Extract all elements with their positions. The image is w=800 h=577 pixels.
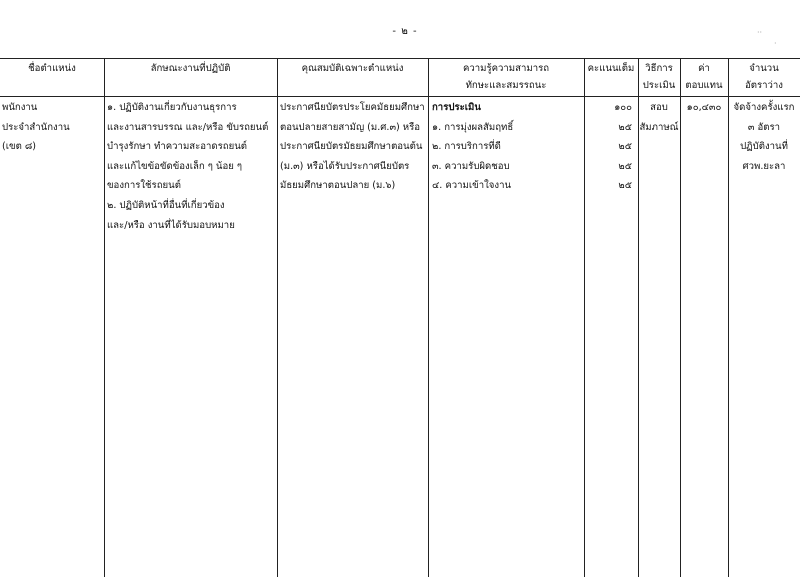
score-value: ๑๐๐ xyxy=(614,102,632,113)
cell-qualifications xyxy=(280,98,426,196)
score-value: ๒๕ xyxy=(618,180,632,192)
header-method xyxy=(638,60,680,94)
competency-item: ๒. การบริการที่ดี xyxy=(432,141,501,153)
column-divider xyxy=(277,58,278,577)
qualification-line: ตอนปลายสายสามัญ (ม.ศ.๓) หรือ xyxy=(280,121,421,133)
job-description-line: ๒. ปฏิบัติหน้าที่อื่นที่เกี่ยวข้อง xyxy=(107,199,225,211)
score-value: ๒๕ xyxy=(618,121,632,133)
score-value: ๒๕ xyxy=(618,141,632,153)
position-name-line: ประจำสำนักงาน xyxy=(2,121,70,133)
cell-scores xyxy=(584,98,632,196)
job-description-line: และงานสารบรรณ และ/หรือ ขับรถยนต์ xyxy=(107,121,269,133)
cell-vacancy xyxy=(728,98,800,176)
header-competency-line1: ความรู้ความสามารถ xyxy=(462,63,550,74)
salary-value: ๑๐,๔๓๐ xyxy=(686,102,722,113)
job-description-line: บำรุงรักษา ทำความสะอาดรถยนต์ xyxy=(107,141,248,153)
qualification-line: มัธยมศึกษาตอนปลาย (ม.๖) xyxy=(280,180,396,192)
header-position-name: ชื่อตำแหน่ง xyxy=(28,63,76,74)
scan-mark: ‧ xyxy=(774,39,777,48)
header-method-line2: ประเมิน xyxy=(642,80,676,91)
qualification-line: (ม.๓) หรือได้รับประกาศนียบัตร xyxy=(280,160,410,172)
header-vacancy-line2: อัตราว่าง xyxy=(745,80,783,91)
job-description-line: และแก้ไขข้อขัดข้องเล็ก ๆ น้อย ๆ xyxy=(107,160,243,172)
vacancy-line: ศวพ.ยะลา xyxy=(742,160,786,172)
vacancy-line: ปฏิบัติงานที่ xyxy=(740,141,788,153)
method-line: สอบ xyxy=(650,102,668,113)
header-competency-line2: ทักษะและสมรรถนะ xyxy=(465,80,547,91)
header-salary-line1: ค่า xyxy=(698,63,710,74)
job-description-line: และ/หรือ งานที่ได้รับมอบหมาย xyxy=(107,219,235,231)
column-divider xyxy=(428,58,429,577)
header-method-line1: วิธีการ xyxy=(645,63,673,74)
position-name-line: พนักงาน xyxy=(2,102,38,113)
header-vacancy-line1: จำนวน xyxy=(749,63,779,74)
column-divider xyxy=(680,58,681,577)
cell-salary xyxy=(680,98,728,118)
header-full-score: คะแนนเต็ม xyxy=(587,63,635,74)
job-description-line: ของการใช้รถยนต์ xyxy=(107,180,181,192)
qualification-line: ประกาศนียบัตรประโยคมัธยมศึกษา xyxy=(280,102,425,113)
vacancy-line: ๓ อัตรา xyxy=(747,121,781,133)
header-salary xyxy=(680,60,728,94)
method-line: สัมภาษณ์ xyxy=(639,121,679,133)
competency-item: ๑. การมุ่งผลสัมฤทธิ์ xyxy=(432,121,514,133)
competency-item: ๓. ความรับผิดชอบ xyxy=(432,160,510,172)
scan-mark: ‧‧ xyxy=(757,28,763,37)
page-number: - ๒ - xyxy=(392,26,418,37)
header-qualifications: คุณสมบัติเฉพาะตำแหน่ง xyxy=(301,63,404,74)
header-job-description: ลักษณะงานที่ปฏิบัติ xyxy=(150,63,231,74)
vacancy-line: จัดจ้างครั้งแรก xyxy=(733,102,795,113)
competency-heading: การประเมิน xyxy=(432,102,481,113)
column-divider xyxy=(104,58,105,577)
score-value: ๒๕ xyxy=(618,160,632,172)
cell-method xyxy=(638,98,680,137)
header-competency xyxy=(428,60,584,94)
job-description-line: ๑. ปฏิบัติงานเกี่ยวกับงานธุรการ xyxy=(107,102,237,113)
cell-job-description xyxy=(107,98,275,235)
competency-item: ๔. ความเข้าใจงาน xyxy=(432,180,512,192)
header-vacancy xyxy=(728,60,800,94)
cell-position-name xyxy=(2,98,102,157)
header-salary-line2: ตอบแทน xyxy=(685,80,723,91)
position-name-line: (เขต ๘) xyxy=(2,141,37,153)
qualification-line: ประกาศนียบัตรมัธยมศึกษาตอนต้น xyxy=(280,141,423,153)
cell-competency xyxy=(432,98,582,196)
